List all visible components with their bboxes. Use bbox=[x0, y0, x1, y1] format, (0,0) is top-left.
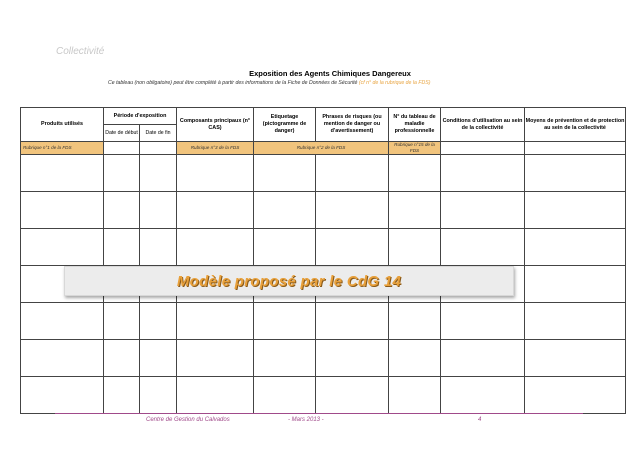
header-composants: Composants principaux (n° CAS) bbox=[177, 108, 254, 142]
table-cell[interactable] bbox=[254, 377, 316, 414]
table-cell[interactable] bbox=[177, 155, 254, 192]
table-cell[interactable] bbox=[389, 229, 441, 266]
footer-page-number: 4 bbox=[478, 417, 482, 423]
table-cell[interactable] bbox=[254, 303, 316, 340]
table-cell[interactable] bbox=[389, 155, 441, 192]
table-cell[interactable] bbox=[525, 266, 626, 303]
table-cell[interactable] bbox=[254, 340, 316, 377]
subtitle-reference: (cf n° de la rubrique de la FDS) bbox=[358, 80, 431, 86]
table-cell[interactable] bbox=[525, 377, 626, 414]
header-conditions: Conditions d'utilisation au sein de la collectivité bbox=[441, 108, 525, 142]
document-subtitle bbox=[108, 80, 578, 86]
header-phrases: Phrases de risques (ou mention de danger ou d'avertissement) bbox=[316, 108, 389, 142]
table-cell[interactable] bbox=[525, 155, 626, 192]
table-cell[interactable] bbox=[254, 192, 316, 229]
table-cell[interactable] bbox=[389, 303, 441, 340]
table-row bbox=[21, 303, 626, 340]
header-etiquetage: Etiquetage (pictogramme de danger) bbox=[254, 108, 316, 142]
footer-organization: Centre de Gestion du Calvados bbox=[146, 417, 230, 423]
footer-date: - Mars 2013 - bbox=[288, 417, 324, 423]
table-cell[interactable] bbox=[254, 229, 316, 266]
subtitle-text: Ce tableau (non obligatoire) peut être complété à partir des informations de la Fiche de Données de Sécurité bbox=[108, 80, 358, 86]
table-row bbox=[21, 229, 626, 266]
header-date-debut: Date de début bbox=[104, 125, 140, 142]
table-cell[interactable] bbox=[104, 155, 140, 192]
table-cell[interactable] bbox=[441, 340, 525, 377]
header-moyens: Moyens de prévention et de protection au sein de la collectivité bbox=[525, 108, 626, 142]
table-cell[interactable] bbox=[389, 377, 441, 414]
table-cell[interactable] bbox=[21, 192, 104, 229]
footer-divider bbox=[55, 413, 583, 414]
table-cell[interactable] bbox=[441, 155, 525, 192]
exposure-table bbox=[20, 107, 626, 414]
table-cell[interactable] bbox=[316, 229, 389, 266]
table-cell[interactable] bbox=[140, 377, 177, 414]
table-cell[interactable] bbox=[177, 340, 254, 377]
table-cell[interactable] bbox=[140, 303, 177, 340]
table-cell[interactable] bbox=[441, 377, 525, 414]
table-cell[interactable] bbox=[21, 229, 104, 266]
watermark-text: Modèle proposé par le CdG 14 bbox=[176, 272, 402, 290]
rubrique-empty bbox=[525, 142, 626, 155]
table-cell[interactable] bbox=[316, 340, 389, 377]
table-cell[interactable] bbox=[316, 155, 389, 192]
table-cell[interactable] bbox=[21, 340, 104, 377]
table-cell[interactable] bbox=[140, 192, 177, 229]
table-cell[interactable] bbox=[441, 303, 525, 340]
header-date-fin: Date de fin bbox=[140, 125, 177, 142]
table-row bbox=[21, 155, 626, 192]
table-cell[interactable] bbox=[525, 303, 626, 340]
table-cell[interactable] bbox=[316, 377, 389, 414]
table-cell[interactable] bbox=[104, 229, 140, 266]
table-cell[interactable] bbox=[177, 229, 254, 266]
table-cell[interactable] bbox=[254, 155, 316, 192]
table-cell[interactable] bbox=[104, 377, 140, 414]
table-cell[interactable] bbox=[104, 303, 140, 340]
header-maladie: N° du tableau de maladie professionnelle bbox=[389, 108, 441, 142]
table-cell[interactable] bbox=[525, 340, 626, 377]
table-cell[interactable] bbox=[21, 303, 104, 340]
table-cell[interactable] bbox=[104, 192, 140, 229]
table-cell[interactable] bbox=[21, 377, 104, 414]
rubrique-empty bbox=[104, 142, 140, 155]
table-cell[interactable] bbox=[104, 340, 140, 377]
table-cell[interactable] bbox=[525, 192, 626, 229]
table-row bbox=[21, 192, 626, 229]
table-cell[interactable] bbox=[389, 340, 441, 377]
table-row bbox=[21, 340, 626, 377]
table-row bbox=[21, 377, 626, 414]
table-cell[interactable] bbox=[525, 229, 626, 266]
rubrique-15: Rubrique n°15 de la FDS bbox=[389, 142, 441, 155]
table-cell[interactable] bbox=[177, 303, 254, 340]
table-cell[interactable] bbox=[140, 340, 177, 377]
table-cell[interactable] bbox=[441, 229, 525, 266]
rubrique-empty bbox=[441, 142, 525, 155]
rubrique-3: Rubrique n°3 de la FDS bbox=[177, 142, 254, 155]
model-watermark-banner bbox=[64, 266, 514, 296]
rubrique-1: Rubrique n°1 de la FDS bbox=[21, 142, 104, 155]
header-periode: Période d'exposition bbox=[104, 108, 177, 125]
rubrique-empty bbox=[140, 142, 177, 155]
table-cell[interactable] bbox=[177, 377, 254, 414]
table-cell[interactable] bbox=[389, 192, 441, 229]
rubrique-2: Rubrique n°2 de la FDS bbox=[254, 142, 389, 155]
table-cell[interactable] bbox=[177, 192, 254, 229]
table-cell[interactable] bbox=[140, 155, 177, 192]
table-cell[interactable] bbox=[316, 192, 389, 229]
header-produits: Produits utilisés bbox=[21, 108, 104, 142]
table-cell[interactable] bbox=[140, 229, 177, 266]
document-title: Exposition des Agents Chimiques Dangereux bbox=[249, 69, 411, 78]
table-cell[interactable] bbox=[316, 303, 389, 340]
table-cell[interactable] bbox=[441, 192, 525, 229]
table-cell[interactable] bbox=[21, 155, 104, 192]
collectivite-label: Collectivité bbox=[56, 46, 105, 57]
